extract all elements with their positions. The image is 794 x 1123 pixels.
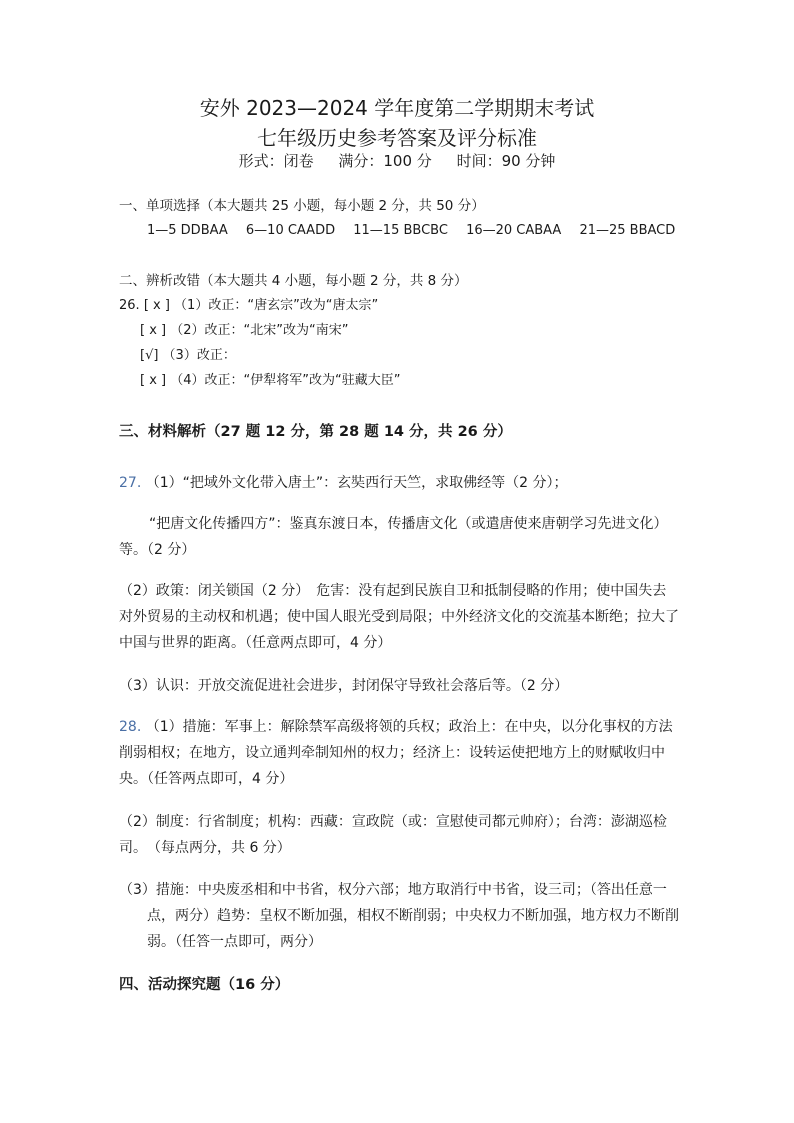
q28-part3-rest: 点，两分）趋势：皇权不断加强，相权不断削弱；中央权力不断加强，地方权力不断削弱。（任答一点即可，两分） [147,908,679,950]
q28-part3-first: （3）措施：中央废丞相和中书省，权分六部；地方取消行中书省，设三司；（答出任意一 [119,882,667,898]
section1-heading: 一、单项选择（本大题共 25 小题，每小题 2 分，共 50 分） [119,198,485,214]
exam-form: 形式：闭卷 [238,152,314,170]
q26-number: 26. [119,298,140,313]
exam-subtitle: 七年级历史参考答案及评分标准 [257,126,537,150]
exam-title: 安外 2023—2024 学年度第二学期期末考试 [199,96,595,120]
q28-part2: （2）制度：行省制度；机构：西藏：宣政院（或：宣慰使司都元帅府）；台湾：澎湖巡检司。 （每点两分，共 6 分） [119,814,667,856]
section2-heading: 二、辨析改错（本大题共 4 小题，每小题 2 分，共 8 分） [119,273,468,289]
q28-number: 28. [119,719,142,735]
exam-time: 时间：90 分钟 [456,152,556,170]
q27-number: 27. [119,475,142,491]
answer-group: 1—5 DDBAA [147,223,228,238]
exam-info [0,150,794,172]
section3-heading: 三、材料解析（27 题 12 分，第 28 题 14 分，共 26 分） [119,424,512,440]
q27-part1-cont: “把唐文化传播四方”：鉴真东渡日本，传播唐文化（或遣唐使来唐朝学习先进文化）等。（2 分） [119,516,668,558]
answer-group: 16—20 CABAA [466,223,562,238]
q28-part1 [119,714,679,792]
answer-group: 11—15 BBCBC [353,223,448,238]
q26-line-1 [119,297,378,315]
answer-group: 21—25 BBACD [579,223,676,238]
answer-group: 6—10 CAADD [245,223,336,238]
q27-part3: （3）认识：开放交流促进社会进步，封闭保守导致社会落后等。（2 分） [119,678,569,694]
exam-full-score: 满分：100 分 [338,152,432,170]
q28-part1-text: （1）措施：军事上：解除禁军高级将领的兵权；政治上：在中央，以分化事权的方法削弱相权；在地方，设立通判牵制知州的权力；经济上：设转运使把地方上的财赋收归中央。（任答两点即可，4 分） [119,719,673,787]
q27-part1 [119,474,568,492]
q26-item-3: [√] （3）改正： [140,348,236,363]
q26-item-1: [ x ] （1）改正：“唐玄宗”改为“唐太宗” [143,298,379,313]
section1-answers [147,222,689,240]
q26-item-2: [ x ] （2）改正：“北宋”改为“南宋” [140,323,349,338]
q27-part2: （2）政策：闭关锁国（2 分） 危害：没有起到民族自卫和抵制侵略的作用；使中国失去对外贸易的主动权和机遇；使中国人眼光受到局限；中外经济文化的交流基本断绝；拉大了中国与世界的距离。（任意两点即可，4 分） [119,583,679,651]
q27-part1-text: （1）“把域外文化带入唐土”：玄奘西行天竺，求取佛经等（2 分）； [145,475,568,491]
q26-item-4: [ x ] （4）改正：“伊犁将军”改为“驻藏大臣” [140,373,401,388]
section4-heading: 四、活动探究题（16 分） [119,977,290,993]
